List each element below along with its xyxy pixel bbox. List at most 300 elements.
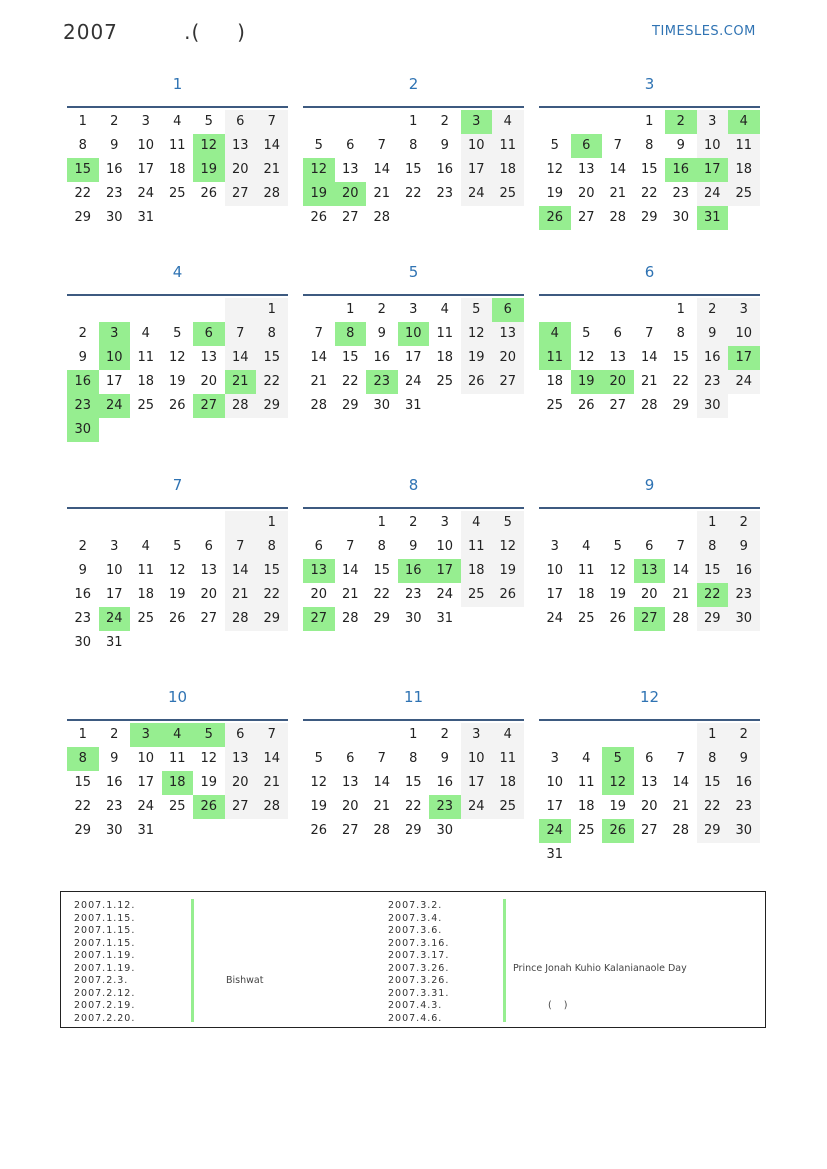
day-cell: 22 bbox=[74, 799, 92, 814]
day-cell: 15 bbox=[74, 775, 92, 790]
day-cell: 20 bbox=[335, 182, 367, 206]
legend-date: 2007.3.17. bbox=[388, 950, 450, 961]
day-cell: 6 bbox=[571, 134, 603, 158]
day-cell: 16 bbox=[74, 587, 92, 602]
day-cell: 12 bbox=[577, 350, 595, 365]
legend-holiday-name: ( ) bbox=[548, 1000, 568, 1011]
empty-cell bbox=[162, 206, 194, 230]
empty-cell bbox=[398, 206, 430, 230]
day-cell: 27 bbox=[225, 795, 257, 819]
day-cell: 5 bbox=[582, 326, 591, 341]
day-cell: 24 bbox=[99, 394, 131, 418]
day-cell: 24 bbox=[461, 795, 493, 819]
empty-cell bbox=[634, 298, 666, 322]
day-cell: 17 bbox=[105, 587, 123, 602]
empty-cell bbox=[162, 819, 194, 843]
day-cell: 7 bbox=[346, 539, 355, 554]
empty-cell bbox=[162, 298, 194, 322]
day-cell: 5 bbox=[613, 539, 622, 554]
day-cell: 15 bbox=[672, 350, 690, 365]
empty-cell bbox=[366, 723, 398, 747]
day-cell: 4 bbox=[539, 322, 571, 346]
day-cell: 10 bbox=[728, 322, 760, 346]
day-cell: 23 bbox=[404, 587, 422, 602]
empty-cell bbox=[162, 631, 194, 655]
month-divider bbox=[539, 719, 760, 721]
legend-date: 2007.2.12. bbox=[74, 987, 136, 999]
day-cell: 8 bbox=[256, 535, 288, 559]
day-cell: 14 bbox=[640, 350, 658, 365]
day-cell: 20 bbox=[602, 370, 634, 394]
day-cell: 17 bbox=[697, 158, 729, 182]
day-cell: 7 bbox=[676, 751, 685, 766]
day-cell: 1 bbox=[346, 302, 355, 317]
day-cell: 2 bbox=[665, 110, 697, 134]
day-cell: 20 bbox=[310, 587, 328, 602]
day-cell: 6 bbox=[346, 138, 355, 153]
month-title: 7 bbox=[172, 476, 183, 494]
month-title: 8 bbox=[408, 476, 419, 494]
day-cell: 22 bbox=[256, 370, 288, 394]
legend-date: 2007.1.19. bbox=[74, 950, 136, 961]
empty-cell bbox=[130, 298, 162, 322]
month-7 bbox=[67, 473, 288, 655]
day-cell: 19 bbox=[168, 587, 186, 602]
day-cell: 25 bbox=[168, 186, 186, 201]
legend-date: 2007.3.16. bbox=[388, 937, 450, 949]
day-cell: 18 bbox=[492, 771, 524, 795]
empty-cell bbox=[225, 631, 257, 655]
day-cell: 21 bbox=[256, 158, 288, 182]
day-cell: 6 bbox=[613, 326, 622, 341]
day-cell: 24 bbox=[728, 370, 760, 394]
legend-left-marker bbox=[191, 899, 194, 1022]
legend-date: 2007.4.6. bbox=[388, 1012, 443, 1024]
day-cell: 23 bbox=[105, 186, 123, 201]
day-cell: 5 bbox=[173, 326, 182, 341]
day-cell: 1 bbox=[78, 114, 87, 129]
day-cell: 12 bbox=[602, 771, 634, 795]
empty-cell bbox=[303, 110, 335, 134]
empty-cell bbox=[193, 298, 225, 322]
day-cell: 11 bbox=[539, 346, 571, 370]
day-cell: 3 bbox=[99, 322, 131, 346]
day-cell: 30 bbox=[105, 210, 123, 225]
day-cell: 7 bbox=[225, 535, 257, 559]
day-cell: 9 bbox=[377, 326, 386, 341]
legend-date: 2007.2.19. bbox=[74, 1000, 136, 1011]
day-cell: 16 bbox=[728, 559, 760, 583]
day-cell: 23 bbox=[436, 186, 454, 201]
day-cell: 10 bbox=[137, 138, 155, 153]
day-cell: 11 bbox=[168, 751, 186, 766]
month-title: 10 bbox=[167, 688, 188, 706]
day-cell: 28 bbox=[225, 607, 257, 631]
day-cell: 10 bbox=[137, 751, 155, 766]
day-cell: 10 bbox=[461, 747, 493, 771]
legend-date: 2007.1.12. bbox=[74, 900, 136, 911]
day-cell: 8 bbox=[377, 539, 386, 554]
empty-cell bbox=[461, 206, 493, 230]
day-cell: 25 bbox=[436, 374, 454, 389]
day-cell: 11 bbox=[137, 350, 155, 365]
empty-cell bbox=[492, 206, 524, 230]
month-3 bbox=[539, 72, 760, 230]
day-cell: 26 bbox=[193, 795, 225, 819]
day-cell: 4 bbox=[728, 110, 760, 134]
day-cell: 14 bbox=[225, 346, 257, 370]
day-cell: 15 bbox=[404, 162, 422, 177]
month-grid bbox=[539, 298, 760, 418]
day-cell: 16 bbox=[67, 370, 99, 394]
legend-date: 2007.1.19. bbox=[74, 962, 136, 974]
day-cell: 26 bbox=[461, 370, 493, 394]
day-cell: 29 bbox=[697, 819, 729, 843]
day-cell: 23 bbox=[672, 186, 690, 201]
day-cell: 2 bbox=[697, 298, 729, 322]
month-grid bbox=[539, 723, 760, 867]
empty-cell bbox=[602, 511, 634, 535]
day-cell: 14 bbox=[256, 134, 288, 158]
day-cell: 10 bbox=[105, 563, 123, 578]
day-cell: 31 bbox=[436, 611, 454, 626]
day-cell: 7 bbox=[377, 138, 386, 153]
day-cell: 13 bbox=[492, 322, 524, 346]
month-8 bbox=[303, 473, 524, 631]
empty-cell bbox=[99, 418, 131, 442]
day-cell: 11 bbox=[577, 775, 595, 790]
empty-cell bbox=[303, 723, 335, 747]
day-cell: 18 bbox=[168, 162, 186, 177]
day-cell: 12 bbox=[461, 322, 493, 346]
empty-cell bbox=[429, 394, 461, 418]
empty-cell bbox=[130, 418, 162, 442]
day-cell: 10 bbox=[546, 775, 564, 790]
legend-date: 2007.3.26. bbox=[388, 962, 450, 974]
day-cell: 19 bbox=[303, 182, 335, 206]
legend-right-marker bbox=[503, 899, 506, 1022]
day-cell: 1 bbox=[697, 723, 729, 747]
day-cell: 17 bbox=[137, 162, 155, 177]
day-cell: 7 bbox=[645, 326, 654, 341]
day-cell: 11 bbox=[168, 138, 186, 153]
day-cell: 15 bbox=[256, 346, 288, 370]
day-cell: 29 bbox=[341, 398, 359, 413]
day-cell: 12 bbox=[168, 563, 186, 578]
day-cell: 19 bbox=[571, 370, 603, 394]
day-cell: 7 bbox=[225, 322, 257, 346]
day-cell: 11 bbox=[137, 563, 155, 578]
empty-cell bbox=[225, 206, 257, 230]
day-cell: 3 bbox=[461, 110, 493, 134]
day-cell: 1 bbox=[256, 298, 288, 322]
empty-cell bbox=[461, 394, 493, 418]
day-cell: 8 bbox=[697, 535, 729, 559]
empty-cell bbox=[162, 418, 194, 442]
day-cell: 1 bbox=[676, 302, 685, 317]
day-cell: 7 bbox=[676, 539, 685, 554]
month-grid bbox=[303, 110, 524, 230]
empty-cell bbox=[366, 110, 398, 134]
day-cell: 28 bbox=[672, 611, 690, 626]
day-cell: 23 bbox=[67, 394, 99, 418]
day-cell: 13 bbox=[609, 350, 627, 365]
day-cell: 28 bbox=[256, 182, 288, 206]
day-cell: 28 bbox=[640, 398, 658, 413]
day-cell: 8 bbox=[409, 751, 418, 766]
month-divider bbox=[539, 507, 760, 509]
day-cell: 23 bbox=[728, 583, 760, 607]
month-divider bbox=[303, 106, 524, 108]
empty-cell bbox=[665, 723, 697, 747]
empty-cell bbox=[335, 511, 367, 535]
empty-cell bbox=[67, 298, 99, 322]
empty-cell bbox=[99, 298, 131, 322]
day-cell: 28 bbox=[256, 795, 288, 819]
day-cell: 4 bbox=[440, 302, 449, 317]
day-cell: 7 bbox=[256, 723, 288, 747]
day-cell: 21 bbox=[640, 374, 658, 389]
day-cell: 17 bbox=[429, 559, 461, 583]
day-cell: 27 bbox=[341, 823, 359, 838]
page-title: 2007 .( ) bbox=[63, 20, 246, 44]
day-cell: 18 bbox=[137, 587, 155, 602]
day-cell: 3 bbox=[440, 515, 449, 530]
empty-cell bbox=[256, 631, 288, 655]
day-cell: 19 bbox=[492, 559, 524, 583]
empty-cell bbox=[130, 631, 162, 655]
day-cell: 26 bbox=[310, 210, 328, 225]
day-cell: 4 bbox=[141, 539, 150, 554]
day-cell: 28 bbox=[225, 394, 257, 418]
empty-cell bbox=[256, 418, 288, 442]
day-cell: 21 bbox=[225, 370, 257, 394]
day-cell: 19 bbox=[193, 158, 225, 182]
day-cell: 1 bbox=[697, 511, 729, 535]
month-title: 2 bbox=[408, 75, 419, 93]
day-cell: 30 bbox=[105, 823, 123, 838]
day-cell: 2 bbox=[440, 114, 449, 129]
day-cell: 9 bbox=[78, 350, 87, 365]
day-cell: 30 bbox=[373, 398, 391, 413]
legend-date: 2007.3.4. bbox=[388, 912, 443, 924]
day-cell: 5 bbox=[314, 751, 323, 766]
day-cell: 17 bbox=[461, 158, 493, 182]
empty-cell bbox=[634, 511, 666, 535]
day-cell: 2 bbox=[728, 723, 760, 747]
empty-cell bbox=[665, 843, 697, 867]
empty-cell bbox=[492, 819, 524, 843]
day-cell: 28 bbox=[373, 823, 391, 838]
month-divider bbox=[303, 507, 524, 509]
day-cell: 19 bbox=[461, 346, 493, 370]
day-cell: 5 bbox=[173, 539, 182, 554]
day-cell: 18 bbox=[577, 799, 595, 814]
empty-cell bbox=[225, 418, 257, 442]
empty-cell bbox=[303, 298, 335, 322]
day-cell: 15 bbox=[256, 559, 288, 583]
day-cell: 11 bbox=[461, 535, 493, 559]
day-cell: 16 bbox=[697, 346, 729, 370]
day-cell: 20 bbox=[640, 799, 658, 814]
day-cell: 20 bbox=[577, 186, 595, 201]
day-cell: 14 bbox=[341, 563, 359, 578]
month-1 bbox=[67, 72, 288, 230]
day-cell: 17 bbox=[105, 374, 123, 389]
day-cell: 11 bbox=[492, 134, 524, 158]
month-2 bbox=[303, 72, 524, 230]
empty-cell bbox=[303, 511, 335, 535]
day-cell: 7 bbox=[613, 138, 622, 153]
day-cell: 15 bbox=[341, 350, 359, 365]
day-cell: 26 bbox=[168, 611, 186, 626]
day-cell: 28 bbox=[609, 210, 627, 225]
day-cell: 18 bbox=[492, 158, 524, 182]
day-cell: 31 bbox=[697, 206, 729, 230]
day-cell: 8 bbox=[78, 138, 87, 153]
day-cell: 30 bbox=[74, 635, 92, 650]
day-cell: 19 bbox=[546, 186, 564, 201]
day-cell: 24 bbox=[99, 607, 131, 631]
day-cell: 28 bbox=[310, 398, 328, 413]
day-cell: 13 bbox=[225, 747, 257, 771]
day-cell: 13 bbox=[577, 162, 595, 177]
day-cell: 9 bbox=[78, 563, 87, 578]
month-grid bbox=[539, 110, 760, 230]
empty-cell bbox=[602, 723, 634, 747]
month-9 bbox=[539, 473, 760, 631]
day-cell: 30 bbox=[404, 611, 422, 626]
day-cell: 11 bbox=[492, 747, 524, 771]
empty-cell bbox=[492, 394, 524, 418]
empty-cell bbox=[492, 607, 524, 631]
day-cell: 19 bbox=[609, 799, 627, 814]
day-cell: 24 bbox=[137, 186, 155, 201]
day-cell: 13 bbox=[341, 775, 359, 790]
day-cell: 3 bbox=[110, 539, 119, 554]
day-cell: 5 bbox=[550, 138, 559, 153]
day-cell: 21 bbox=[672, 587, 690, 602]
day-cell: 5 bbox=[602, 747, 634, 771]
day-cell: 30 bbox=[672, 210, 690, 225]
day-cell: 15 bbox=[640, 162, 658, 177]
empty-cell bbox=[602, 298, 634, 322]
day-cell: 19 bbox=[168, 374, 186, 389]
month-4 bbox=[67, 260, 288, 442]
day-cell: 21 bbox=[341, 587, 359, 602]
empty-cell bbox=[225, 819, 257, 843]
day-cell: 20 bbox=[200, 374, 218, 389]
day-cell: 4 bbox=[582, 539, 591, 554]
day-cell: 25 bbox=[137, 611, 155, 626]
day-cell: 19 bbox=[200, 775, 218, 790]
day-cell: 20 bbox=[200, 587, 218, 602]
day-cell: 1 bbox=[645, 114, 654, 129]
day-cell: 1 bbox=[409, 114, 418, 129]
day-cell: 16 bbox=[436, 162, 454, 177]
day-cell: 18 bbox=[436, 350, 454, 365]
day-cell: 16 bbox=[436, 775, 454, 790]
day-cell: 3 bbox=[461, 723, 493, 747]
day-cell: 6 bbox=[645, 539, 654, 554]
empty-cell bbox=[634, 723, 666, 747]
empty-cell bbox=[193, 206, 225, 230]
empty-cell bbox=[539, 723, 571, 747]
empty-cell bbox=[225, 511, 257, 535]
day-cell: 21 bbox=[609, 186, 627, 201]
day-cell: 23 bbox=[728, 795, 760, 819]
month-grid bbox=[303, 723, 524, 843]
day-cell: 15 bbox=[373, 563, 391, 578]
day-cell: 3 bbox=[550, 539, 559, 554]
day-cell: 4 bbox=[461, 511, 493, 535]
site-logo[interactable]: TIMESLES.COM bbox=[652, 24, 756, 39]
day-cell: 27 bbox=[577, 210, 595, 225]
day-cell: 21 bbox=[672, 799, 690, 814]
day-cell: 8 bbox=[697, 747, 729, 771]
month-divider bbox=[539, 106, 760, 108]
day-cell: 25 bbox=[728, 182, 760, 206]
empty-cell bbox=[539, 110, 571, 134]
day-cell: 2 bbox=[728, 511, 760, 535]
day-cell: 27 bbox=[225, 182, 257, 206]
day-cell: 14 bbox=[609, 162, 627, 177]
day-cell: 17 bbox=[461, 771, 493, 795]
empty-cell bbox=[193, 511, 225, 535]
month-title: 4 bbox=[172, 263, 183, 281]
empty-cell bbox=[99, 511, 131, 535]
day-cell: 6 bbox=[314, 539, 323, 554]
day-cell: 12 bbox=[193, 134, 225, 158]
day-cell: 29 bbox=[256, 607, 288, 631]
day-cell: 20 bbox=[640, 587, 658, 602]
day-cell: 16 bbox=[398, 559, 430, 583]
day-cell: 7 bbox=[256, 110, 288, 134]
day-cell: 30 bbox=[697, 394, 729, 418]
day-cell: 14 bbox=[256, 747, 288, 771]
day-cell: 23 bbox=[697, 370, 729, 394]
day-cell: 11 bbox=[577, 563, 595, 578]
day-cell: 31 bbox=[404, 398, 422, 413]
empty-cell bbox=[193, 631, 225, 655]
empty-cell bbox=[571, 110, 603, 134]
day-cell: 9 bbox=[440, 138, 449, 153]
day-cell: 27 bbox=[609, 398, 627, 413]
legend-date: 2007.3.26. bbox=[388, 975, 450, 986]
day-cell: 6 bbox=[225, 110, 257, 134]
day-cell: 27 bbox=[303, 607, 335, 631]
month-title: 1 bbox=[172, 75, 183, 93]
legend-date: 2007.3.6. bbox=[388, 925, 443, 936]
day-cell: 25 bbox=[492, 182, 524, 206]
legend-date: 2007.3.2. bbox=[388, 900, 443, 911]
day-cell: 13 bbox=[341, 162, 359, 177]
empty-cell bbox=[728, 843, 760, 867]
day-cell: 23 bbox=[429, 795, 461, 819]
empty-cell bbox=[335, 723, 367, 747]
day-cell: 10 bbox=[99, 346, 131, 370]
day-cell: 14 bbox=[672, 775, 690, 790]
empty-cell bbox=[634, 843, 666, 867]
day-cell: 14 bbox=[373, 775, 391, 790]
day-cell: 24 bbox=[539, 819, 571, 843]
day-cell: 17 bbox=[546, 799, 564, 814]
day-cell: 3 bbox=[728, 298, 760, 322]
day-cell: 26 bbox=[609, 611, 627, 626]
day-cell: 13 bbox=[634, 559, 666, 583]
day-cell: 29 bbox=[404, 823, 422, 838]
day-cell: 4 bbox=[173, 114, 182, 129]
